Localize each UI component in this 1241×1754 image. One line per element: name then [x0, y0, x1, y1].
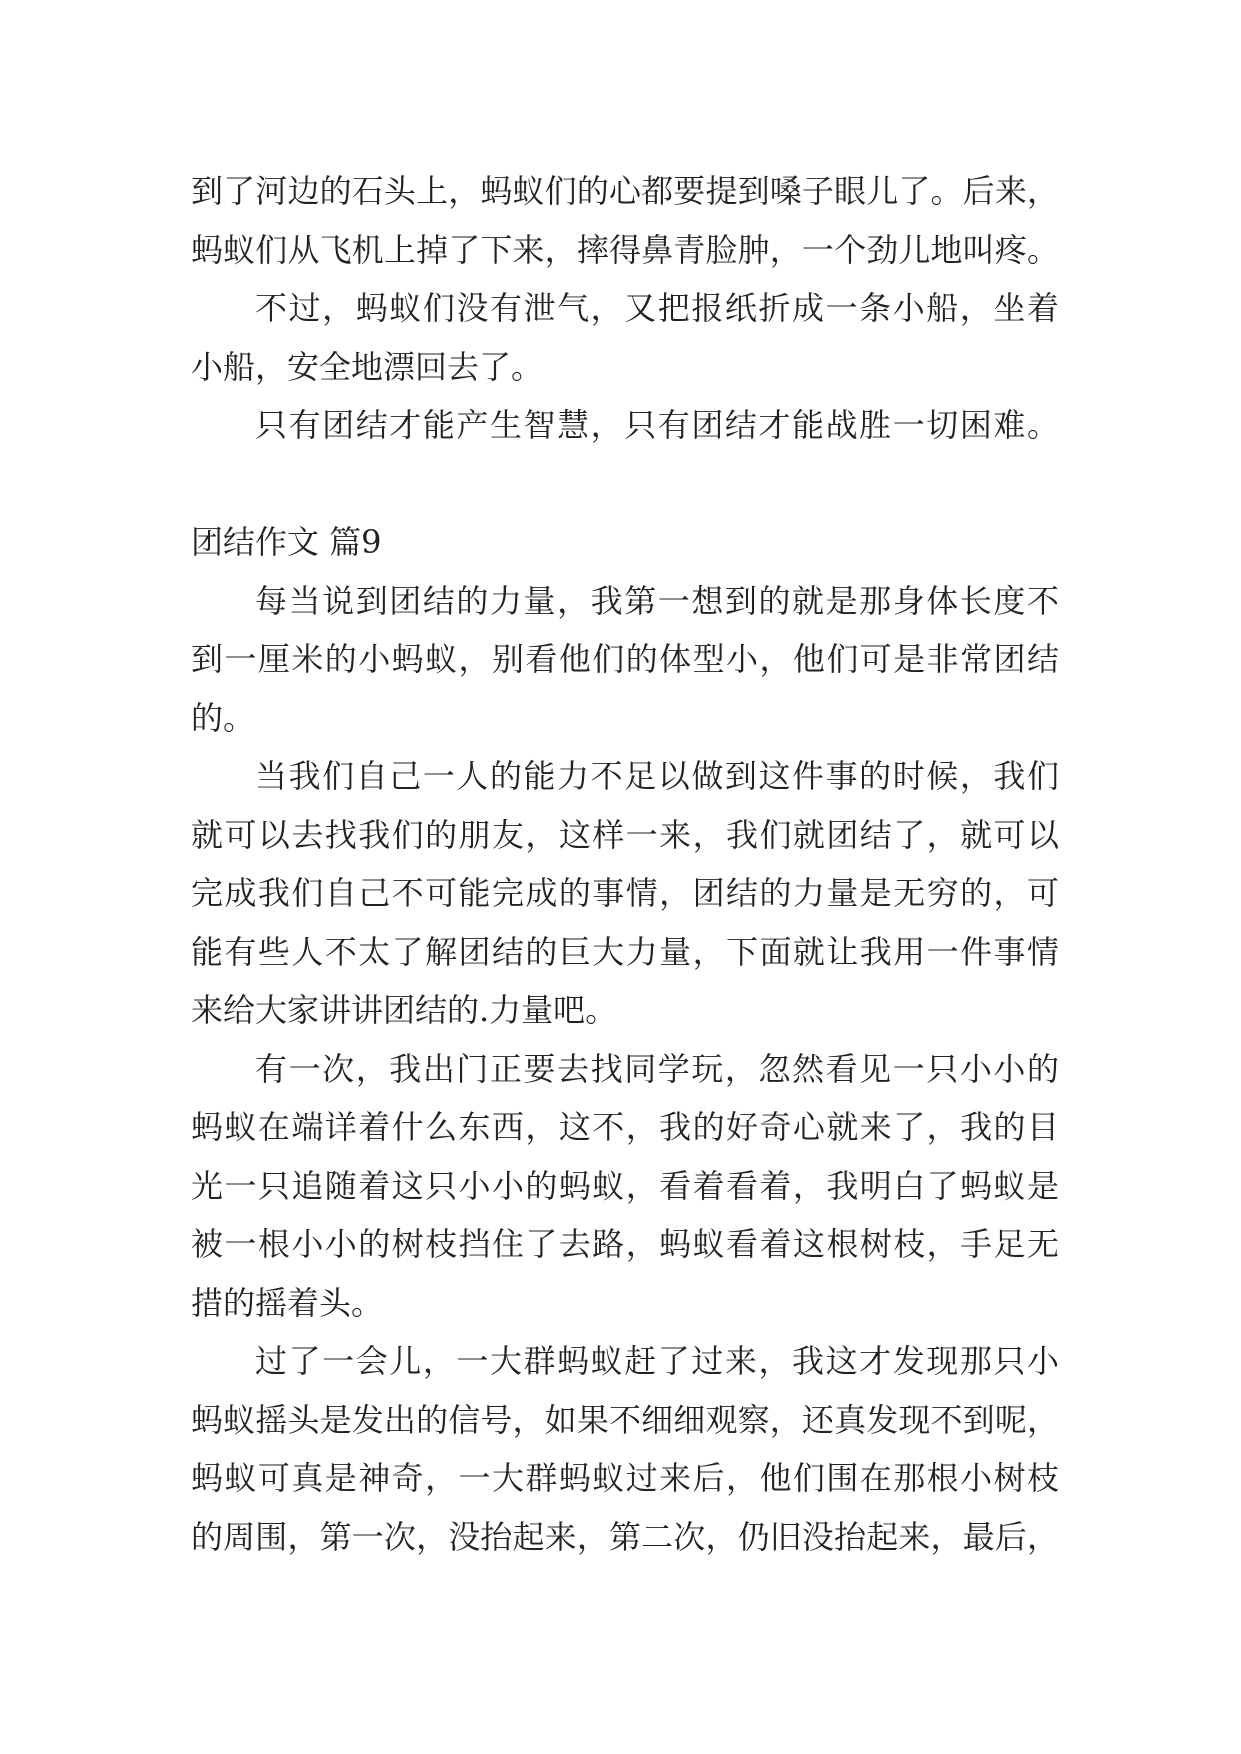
text-line: 有一次，我出门正要去找同学玩，忽然看见一只小小的: [255, 1049, 1059, 1088]
text-line: 蚂蚁在端详着什么东西，这不，我的好奇心就来了，我的目: [191, 1108, 1059, 1146]
text-line: 措的摇着头。: [191, 1283, 384, 1322]
paragraph: [191, 747, 1059, 1040]
paragraph: [191, 162, 1059, 279]
text-line: 蚂蚁们从飞机上掉了下来，摔得鼻青脸肿，一个劲儿地叫疼。: [191, 230, 1059, 269]
section-heading: 团结作文 篇9: [191, 523, 382, 561]
paragraph: [191, 572, 1059, 748]
text-line: 的周围，第一次，没抬起来，第二次，仍旧没抬起来，最后，: [191, 1517, 1059, 1556]
text-line: 不过，蚂蚁们没有泄气，又把报纸折成一条小船，坐着: [255, 289, 1059, 327]
paragraph: [191, 1332, 1059, 1566]
text-line: 当我们自己一人的能力不足以做到这件事的时候，我们: [255, 757, 1059, 795]
text-line: 过了一会儿，一大群蚂蚁赶了过来，我这才发现那只小: [255, 1342, 1059, 1380]
text-line: 来给大家讲讲团结的.力量吧。: [191, 991, 618, 1029]
text-line: 完成我们自己不可能完成的事情，团结的力量是无穷的，可: [191, 874, 1059, 912]
text-line: 小船，安全地漂回去了。: [191, 347, 544, 386]
text-line: 到了河边的石头上，蚂蚁们的心都要提到嗓子眼儿了。后来，: [191, 172, 1059, 210]
document-body: [191, 162, 1059, 1566]
text-line: 被一根小小的树枝挡住了去路，蚂蚁看着这根树枝，手足无: [191, 1225, 1059, 1263]
text-line: 只有团结才能产生智慧，只有团结才能战胜一切困难。: [255, 406, 1059, 444]
text-line: 的。: [191, 698, 256, 737]
text-line: 每当说到团结的力量，我第一想到的就是那身体长度不: [255, 581, 1059, 620]
text-line: 蚂蚁可真是神奇，一大群蚂蚁过来后，他们围在那根小树枝: [191, 1459, 1059, 1497]
text-line: 蚂蚁摇头是发出的信号，如果不细细观察，还真发现不到呢，: [191, 1400, 1059, 1439]
text-line: 光一只追随着这只小小的蚂蚁，看着看着，我明白了蚂蚁是: [191, 1166, 1059, 1205]
paragraph: [191, 1040, 1059, 1333]
text-line: 就可以去找我们的朋友，这样一来，我们就团结了，就可以: [191, 815, 1059, 854]
text-line: 到一厘米的小蚂蚁，别看他们的体型小，他们可是非常团结: [191, 640, 1059, 678]
text-line: 能有些人不太了解团结的巨大力量，下面就让我用一件事情: [191, 932, 1059, 971]
paragraph: [191, 396, 1059, 455]
blank-line: [191, 455, 1059, 514]
paragraph: [191, 279, 1059, 396]
